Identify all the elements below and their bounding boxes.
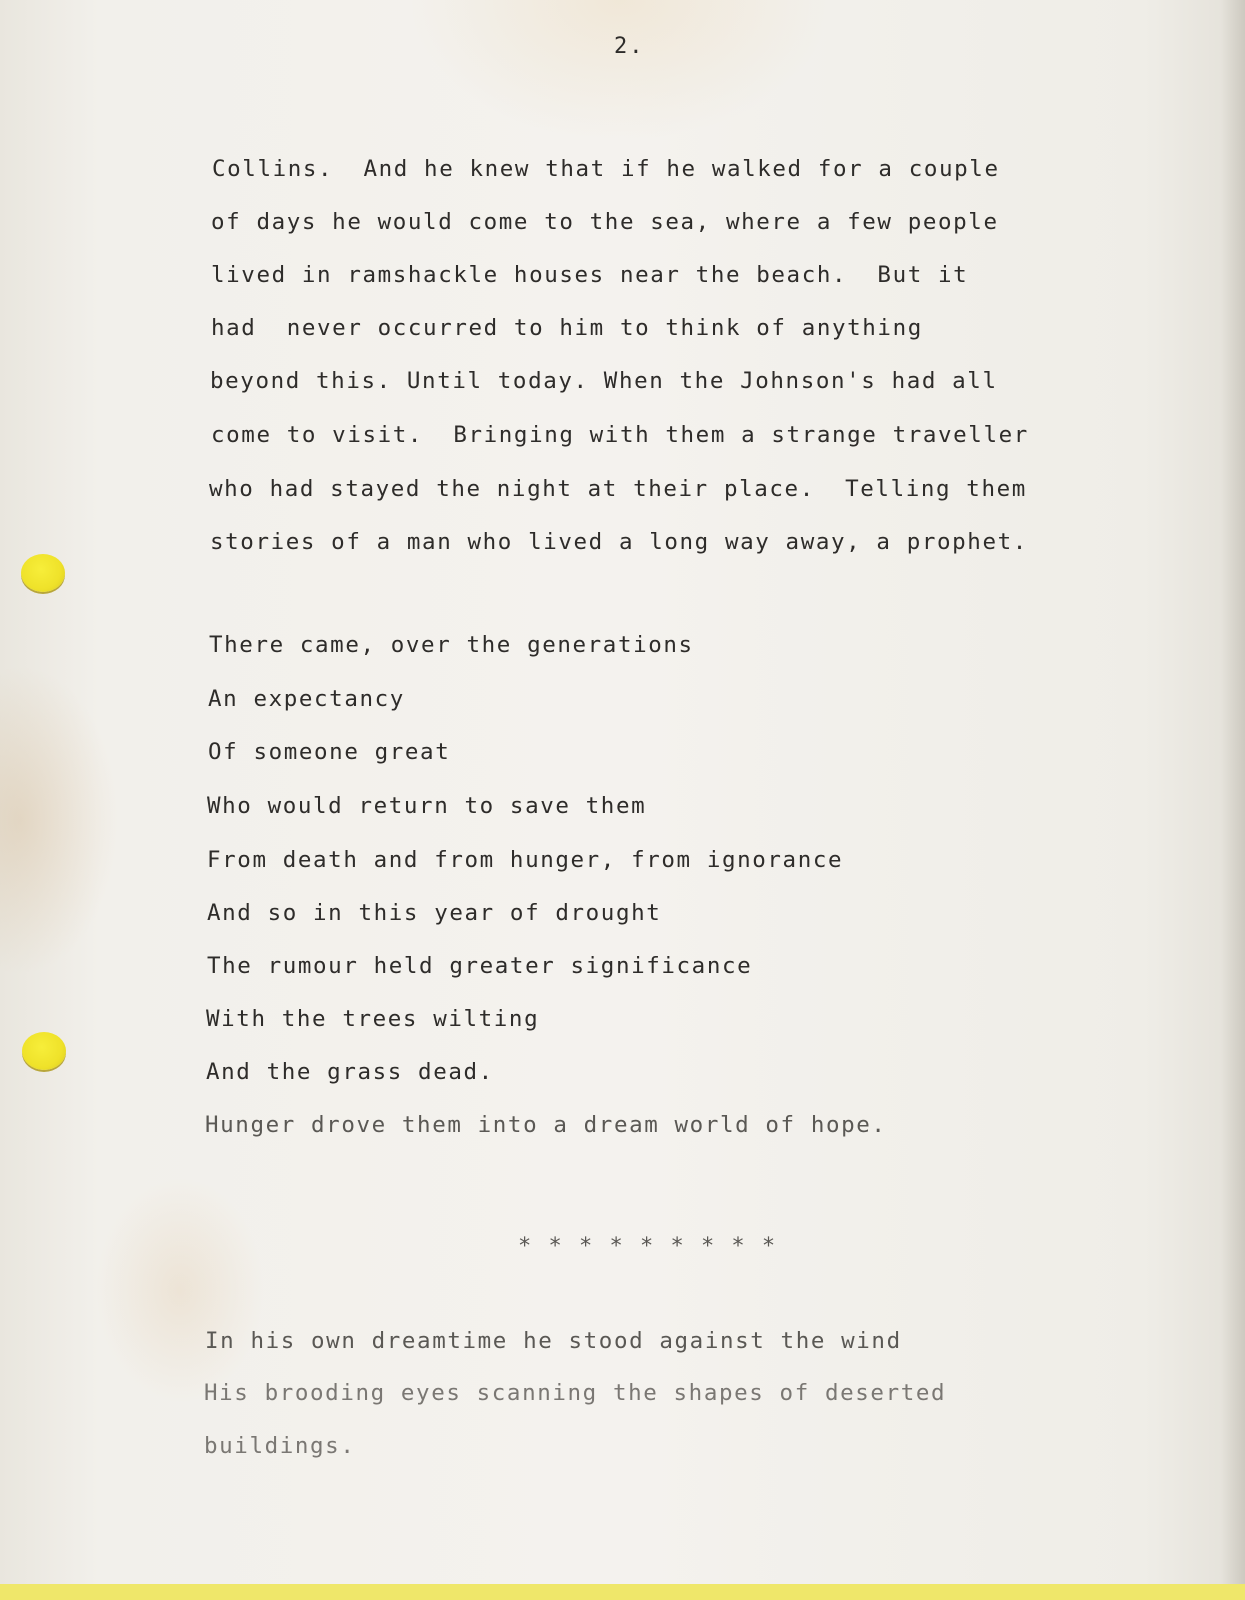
yellow-backing-strip xyxy=(0,1584,1245,1600)
paragraph-line: lived in ramshackle houses near the beach. But it xyxy=(211,262,969,288)
punch-hole-bottom xyxy=(22,1032,66,1070)
poem-line: And so in this year of drought xyxy=(207,900,662,926)
poem-line: With the trees wilting xyxy=(206,1006,540,1032)
paragraph-line: had never occurred to him to think of anything xyxy=(211,315,923,341)
closing-line: In his own dreamtime he stood against the wind xyxy=(205,1328,902,1354)
poem-line: An expectancy xyxy=(208,686,405,712)
punch-hole-top xyxy=(21,554,65,592)
page-edge-shadow xyxy=(1221,0,1245,1584)
paragraph-line: of days he would come to the sea, where a few people xyxy=(211,209,999,235)
closing-line: His brooding eyes scanning the shapes of deserted xyxy=(204,1380,947,1406)
poem-line: There came, over the generations xyxy=(209,632,694,658)
section-separator: * * * * * * * * * xyxy=(518,1234,778,1259)
poem-line: Of someone great xyxy=(208,739,451,765)
paragraph-line: who had stayed the night at their place. Telling them xyxy=(209,476,1027,502)
paragraph-line: come to visit. Bringing with them a strange traveller xyxy=(211,422,1029,448)
paragraph-line: Collins. And he knew that if he walked for a couple xyxy=(212,156,1000,182)
paragraph-line: stories of a man who lived a long way away, a prophet. xyxy=(210,529,1028,555)
poem-line: Hunger drove them into a dream world of hope. xyxy=(205,1112,887,1138)
poem-line: Who would return to save them xyxy=(207,793,647,819)
poem-line: And the grass dead. xyxy=(206,1059,494,1085)
closing-line: buildings. xyxy=(204,1433,356,1459)
page-number: 2. xyxy=(614,34,645,59)
poem-line: From death and from hunger, from ignorance xyxy=(207,847,844,873)
paragraph-line: beyond this. Until today. When the Johnson's had all xyxy=(210,368,998,394)
poem-line: The rumour held greater significance xyxy=(207,953,753,979)
